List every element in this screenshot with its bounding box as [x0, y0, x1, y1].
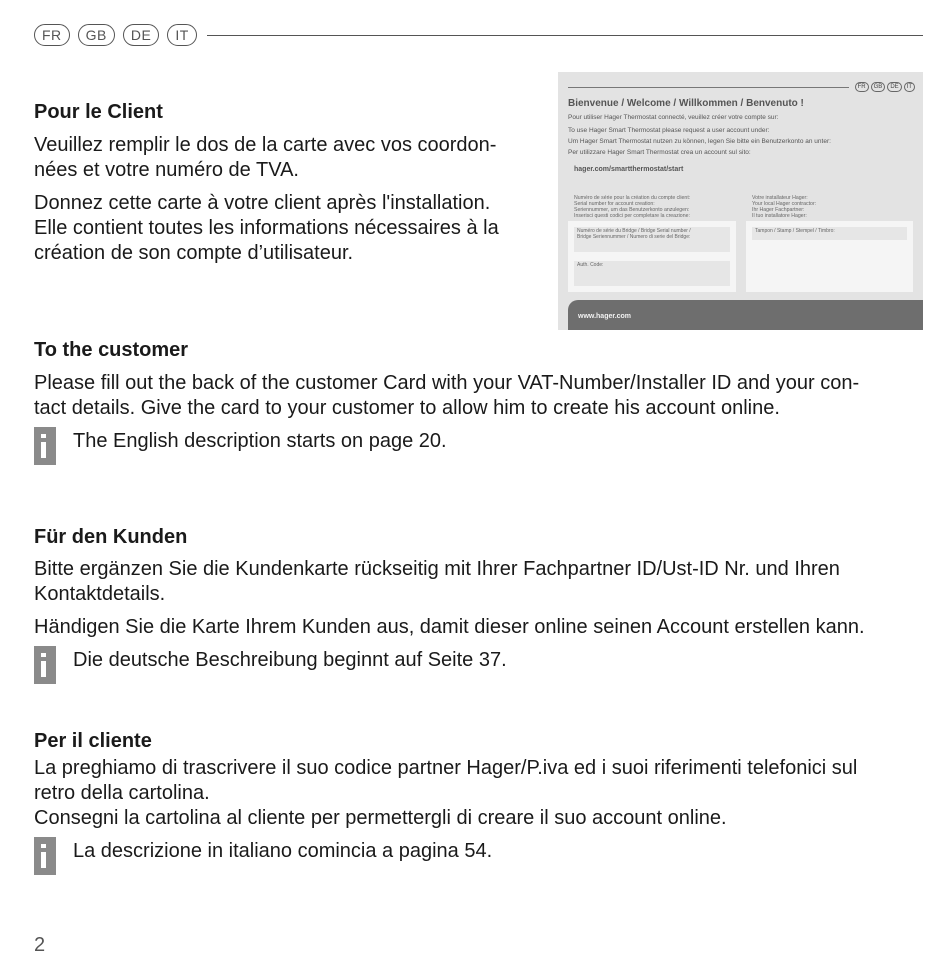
card-language-tag: FR: [855, 82, 869, 92]
info-note-de: [34, 648, 507, 684]
language-bar: [34, 24, 923, 46]
page-number: 2: [34, 934, 46, 956]
card-language-tag: DE: [887, 82, 901, 92]
section-title-fr: Pour le Client: [34, 101, 163, 123]
card-serial-box: [568, 221, 736, 292]
card-stamp-box: [746, 221, 913, 292]
card-language-tag: GB: [871, 82, 886, 92]
info-icon: [34, 837, 56, 875]
info-note-it: [34, 839, 492, 875]
card-line: To use Hager Smart Thermostat please request a user account under:: [568, 127, 770, 134]
card-rule: [568, 87, 849, 88]
language-tag-it: IT: [167, 24, 196, 46]
paragraph-fr-1: Veuillez remplir le dos de la carte avec vos coordon- nées et votre numéro de TVA.: [34, 134, 497, 181]
card-right-caption: Votre installateur Hager: Your local Hager contractor: Ihr Hager Fachpartner: Il tuo installatore Hager:: [752, 195, 817, 219]
paragraph-de-1: Bitte ergänzen Sie die Kundenkarte rückseitig mit Ihrer Fachpartner ID/Ust-ID Nr. und Ihren Kontaktdetails.: [34, 558, 840, 605]
customer-card-image: [558, 72, 923, 330]
card-footer-url: www.hager.com: [578, 313, 632, 320]
info-icon: [34, 427, 56, 465]
card-line: Um Hager Smart Thermostat nutzen zu können, legen Sie bitte ein Benutzerkonto an unter:: [568, 138, 831, 145]
info-text-it: La descrizione in italiano comincia a pagina 54.: [73, 840, 493, 862]
info-text-de: Die deutsche Beschreibung beginnt auf Seite 37.: [73, 649, 507, 671]
card-serial-field: Numéro de série du Bridge / Bridge Serial number / Bridge Seriennummer / Numero di serie del Bridge:: [574, 227, 730, 252]
card-left-caption: Numéro de série pour la création du compte client: Serial number for account creation: Seriennummer, um das Benutzerkonto anzulegen: Inserisci questi codici per completare la creazione:: [574, 195, 691, 219]
section-title-en: To the customer: [34, 339, 189, 361]
section-title-it: Per il cliente: [34, 730, 152, 752]
section-title-de: Für den Kunden: [34, 526, 188, 548]
card-language-bar: [568, 82, 915, 92]
info-note-en: [34, 429, 447, 465]
card-line: Per utilizzare Hager Smart Thermostat crea un account sul sito:: [568, 149, 751, 156]
card-auth-field: Auth. Code:: [574, 261, 730, 286]
paragraph-en-1: Please fill out the back of the customer Card with your VAT-Number/Installer ID and your con- tact details. Give the card to your customer to allow him to create his account online.: [34, 372, 860, 419]
language-tag-de: DE: [123, 24, 159, 46]
paragraph-it-1: La preghiamo di trascrivere il suo codice partner Hager/P.iva ed i suoi riferimenti telefonici sul retro della cartolina.: [34, 757, 858, 804]
card-stamp-field: Tampon / Stamp / Stempel / Timbro:: [752, 227, 907, 240]
card-url: hager.com/smartthermostat/start: [574, 166, 684, 173]
card-language-tag: IT: [904, 82, 915, 92]
paragraph-fr-2: Donnez cette carte à votre client après l'installation. Elle contient toutes les informations nécessaires à la création de son compte d’utilisateur.: [34, 192, 499, 264]
card-title: Bienvenue / Welcome / Willkommen / Benvenuto !: [568, 98, 804, 109]
card-line: Pour utiliser Hager Thermostat connecté, veuillez créer votre compte sur:: [568, 114, 779, 121]
language-tag-fr: FR: [34, 24, 70, 46]
info-icon: [34, 646, 56, 684]
card-footer: [568, 300, 923, 330]
info-text-en: The English description starts on page 20.: [73, 430, 447, 452]
header-rule: [207, 35, 923, 36]
paragraph-de-2: Händigen Sie die Karte Ihrem Kunden aus, damit dieser online seinen Account erstellen kann.: [34, 616, 865, 638]
language-tag-gb: GB: [78, 24, 115, 46]
paragraph-it-2: Consegni la cartolina al cliente per permettergli di creare il suo account online.: [34, 807, 727, 829]
